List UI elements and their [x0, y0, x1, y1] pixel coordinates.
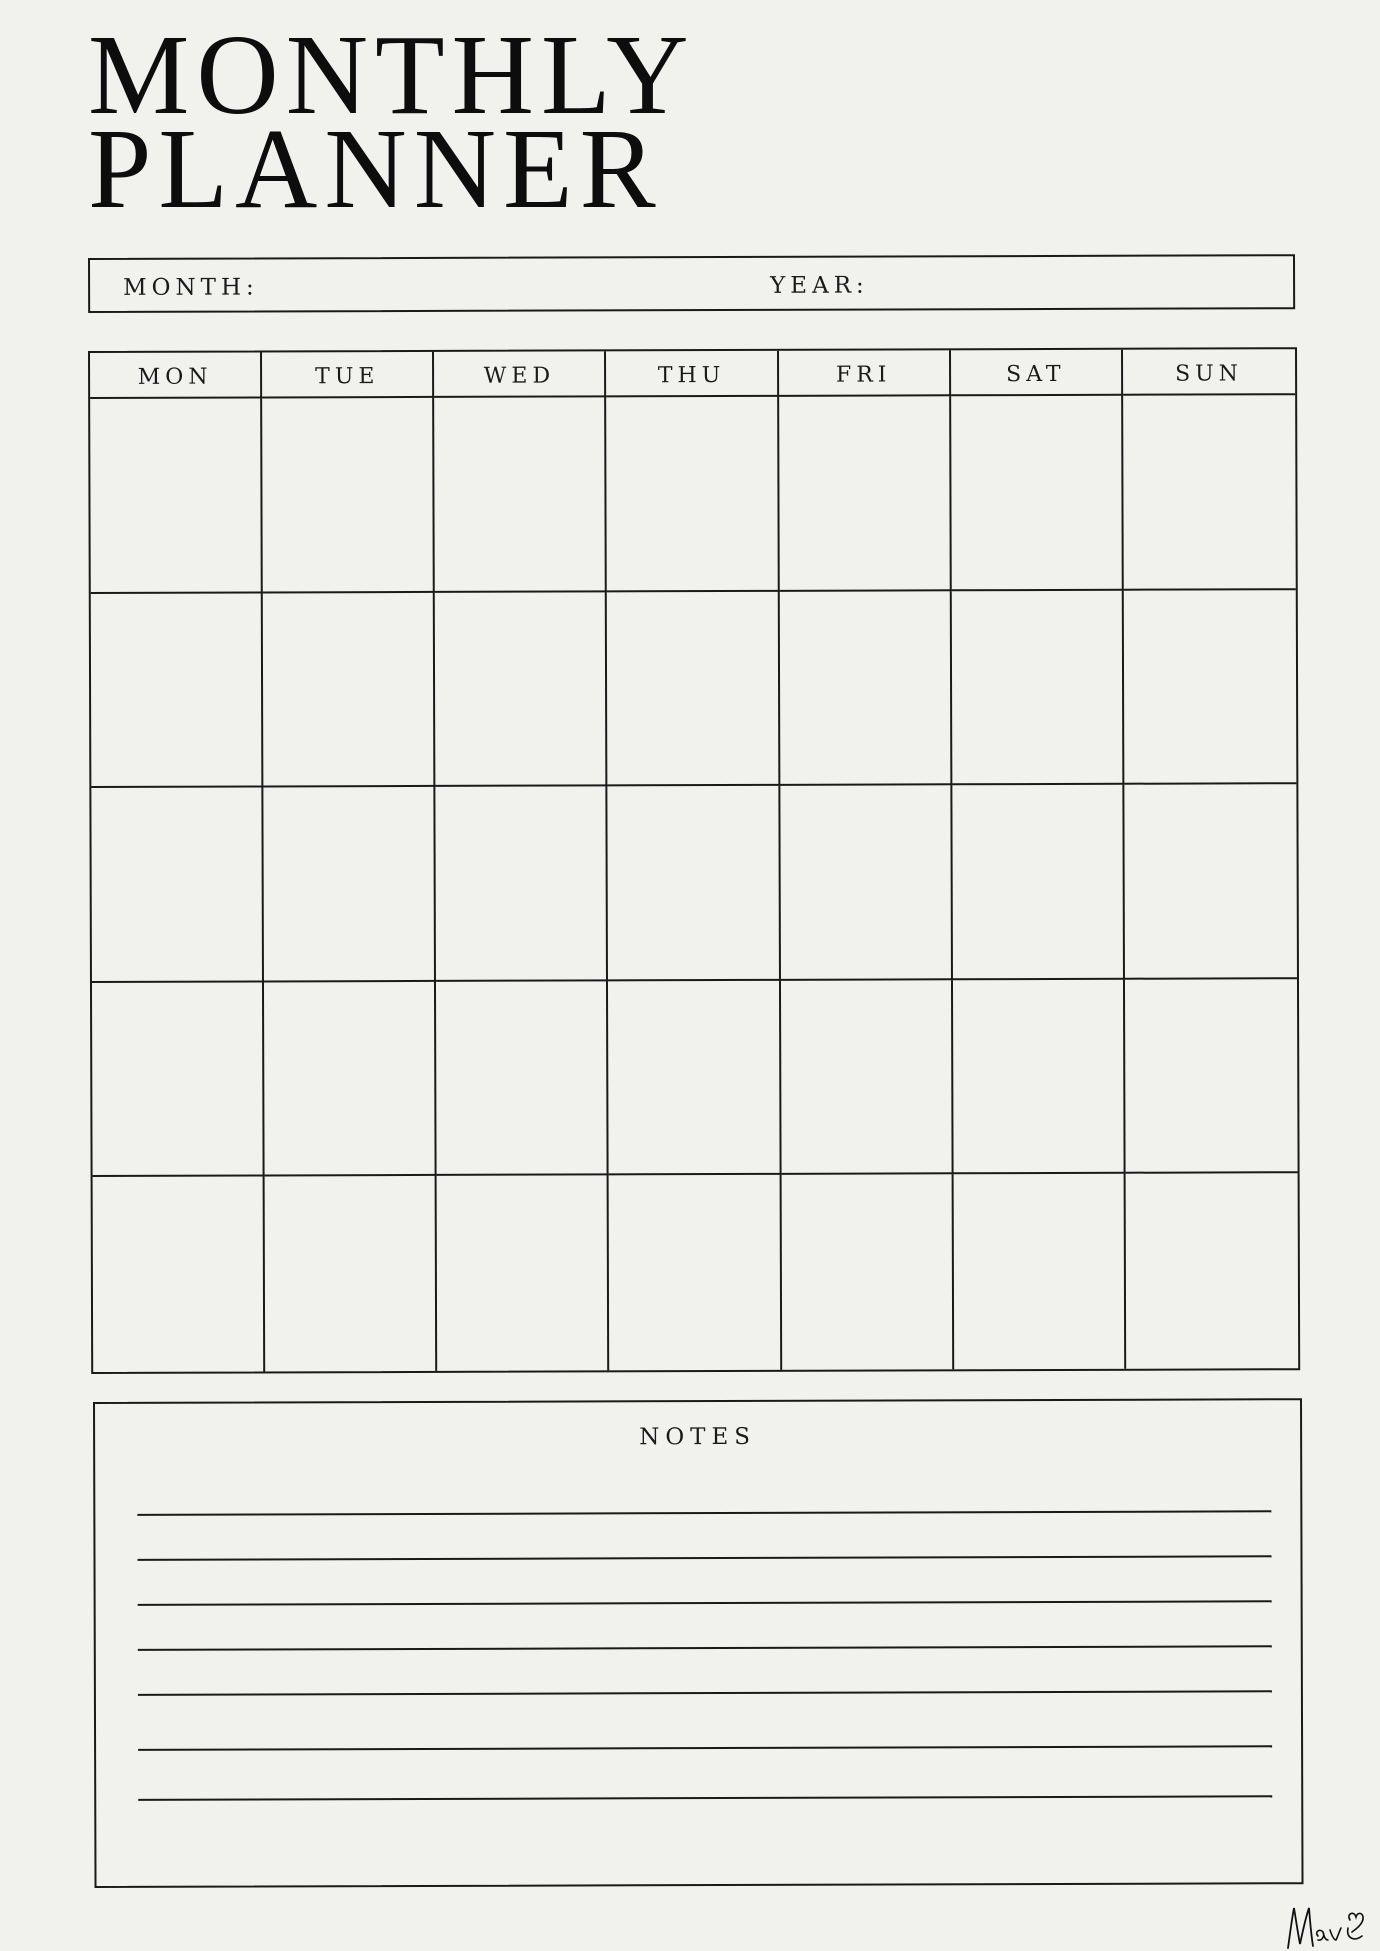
note-line[interactable]: [138, 1745, 1272, 1751]
day-header-wed: WED: [434, 351, 606, 398]
note-line[interactable]: [137, 1555, 1271, 1561]
day-cell[interactable]: [1125, 979, 1298, 1174]
day-cell[interactable]: [264, 787, 437, 982]
day-cell[interactable]: [608, 980, 781, 1175]
day-cell[interactable]: [93, 1176, 266, 1371]
day-cell[interactable]: [436, 981, 609, 1176]
note-line[interactable]: [138, 1690, 1272, 1696]
day-cell[interactable]: [265, 1176, 438, 1371]
day-cell[interactable]: [780, 785, 953, 980]
note-line[interactable]: [138, 1795, 1272, 1801]
month-label: MONTH:: [123, 274, 259, 301]
day-cell[interactable]: [264, 981, 437, 1176]
day-cell[interactable]: [434, 397, 607, 592]
day-header-sun: SUN: [1123, 349, 1295, 396]
day-cell[interactable]: [435, 592, 608, 787]
day-cell[interactable]: [91, 787, 264, 982]
day-header-fri: FRI: [779, 350, 951, 397]
day-cell[interactable]: [607, 397, 780, 592]
day-cell[interactable]: [263, 592, 436, 787]
day-header-sat: SAT: [951, 350, 1123, 397]
day-cell[interactable]: [607, 591, 780, 786]
note-line[interactable]: [137, 1510, 1271, 1516]
day-cell[interactable]: [953, 979, 1126, 1174]
day-cell[interactable]: [436, 786, 609, 981]
day-cell[interactable]: [779, 396, 952, 591]
day-cell[interactable]: [781, 1174, 954, 1369]
year-label: YEAR:: [770, 272, 869, 299]
page-title: [88, 11, 696, 232]
notes-box: [93, 1398, 1304, 1888]
day-cell[interactable]: [781, 980, 954, 1175]
day-cell[interactable]: [437, 1175, 610, 1370]
day-cell[interactable]: [951, 396, 1124, 591]
note-line[interactable]: [138, 1645, 1272, 1651]
day-cell[interactable]: [91, 593, 264, 788]
calendar-grid: [88, 347, 1300, 1373]
day-cell[interactable]: [608, 786, 781, 981]
signature-mark: [1282, 1900, 1380, 1951]
day-cell[interactable]: [1125, 1173, 1298, 1368]
notes-title: NOTES: [639, 1423, 757, 1451]
day-cell[interactable]: [609, 1175, 782, 1370]
day-cell[interactable]: [90, 398, 263, 593]
day-header-mon: MON: [90, 352, 262, 399]
title-line-1: MONTHLY: [88, 11, 696, 138]
note-line[interactable]: [138, 1600, 1272, 1606]
day-cell[interactable]: [1123, 395, 1296, 590]
day-cell[interactable]: [779, 591, 952, 786]
day-header-thu: THU: [606, 351, 778, 398]
day-cell[interactable]: [953, 1174, 1126, 1369]
day-cell[interactable]: [1124, 784, 1297, 979]
title-line-2: PLANNER: [88, 105, 663, 232]
day-cell[interactable]: [951, 590, 1124, 785]
month-year-box: [88, 254, 1295, 313]
day-cell[interactable]: [952, 785, 1125, 980]
day-cell[interactable]: [262, 398, 435, 593]
day-header-tue: TUE: [262, 352, 434, 399]
day-cell[interactable]: [92, 982, 265, 1177]
day-cell[interactable]: [1124, 590, 1297, 785]
